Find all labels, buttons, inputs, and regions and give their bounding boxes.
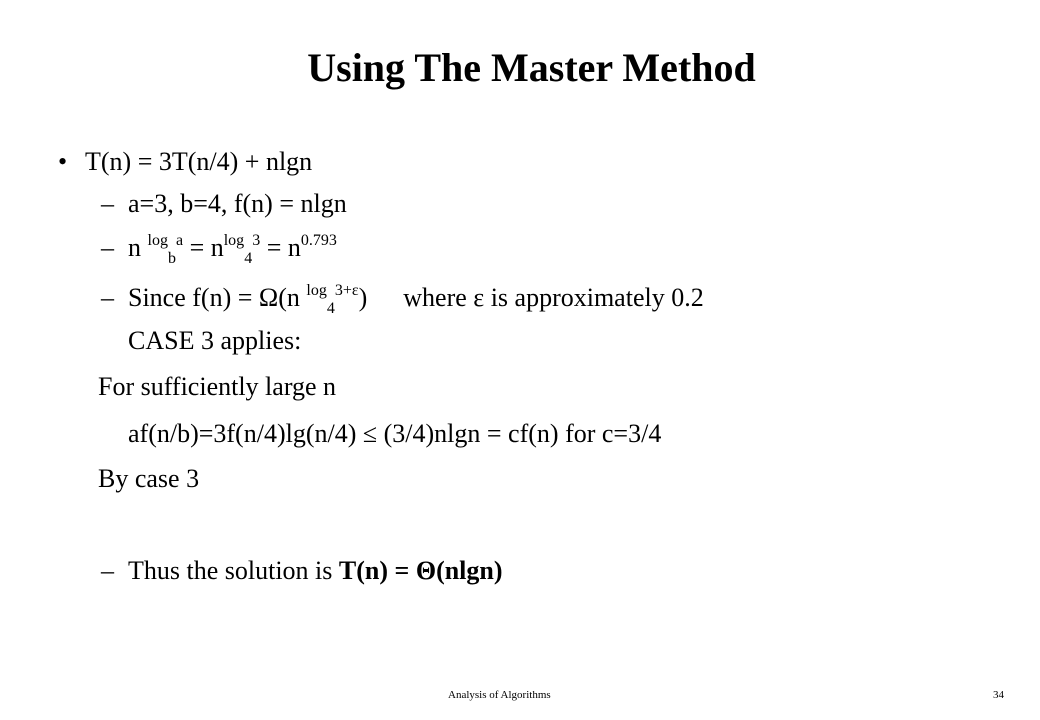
exponent-text [128, 232, 337, 267]
log-base-4: 4 [244, 250, 253, 267]
equals-n: = n [183, 233, 224, 262]
n-base: n [128, 233, 141, 262]
log-base-b: b [167, 250, 176, 267]
dash-marker: – [101, 233, 114, 262]
log-label: log [306, 282, 327, 299]
conclusion-lead: Thus the solution is [128, 556, 339, 585]
conclusion-text [128, 555, 503, 587]
sufficiently-large: For sufficiently large n [98, 372, 337, 401]
by-case-3: By case 3 [98, 464, 200, 493]
equals-n: = n [260, 233, 301, 262]
conclusion-result: T(n) = Θ(nlgn) [338, 556, 503, 585]
dash-marker: – [101, 283, 114, 312]
log-label: log [147, 232, 168, 249]
footer-page-number: 34 [993, 689, 1004, 701]
case3-applies: CASE 3 applies: [128, 326, 302, 355]
log-arg-a: a [175, 232, 184, 249]
dash-marker: – [101, 556, 114, 585]
recurrence-text: T(n) = 3T(n/4) + nlgn [85, 147, 313, 176]
bullet-dot: • [58, 147, 68, 176]
since-lead: Since f(n) = Ω(n [128, 283, 307, 312]
dash-marker: – [101, 189, 114, 218]
omega-close: ) [358, 283, 368, 312]
log-arg-3: 3 [252, 232, 261, 249]
exponent-value: 0.793 [300, 232, 337, 249]
epsilon-note: where ε is approximately 0.2 [403, 283, 704, 312]
since-text [128, 282, 704, 317]
footer-course: Analysis of Algorithms [448, 689, 551, 701]
log-label: log [223, 232, 245, 249]
slide-title: Using The Master Method [307, 45, 756, 90]
log-base-4: 4 [326, 300, 335, 317]
log-arg-exponent: 3+ε [334, 282, 359, 299]
params-text: a=3, b=4, f(n) = nlgn [128, 189, 347, 218]
regularity-condition: af(n/b)=3f(n/4)lg(n/4) ≤ (3/4)nlgn = cf(n) for c=3/4 [128, 419, 662, 448]
